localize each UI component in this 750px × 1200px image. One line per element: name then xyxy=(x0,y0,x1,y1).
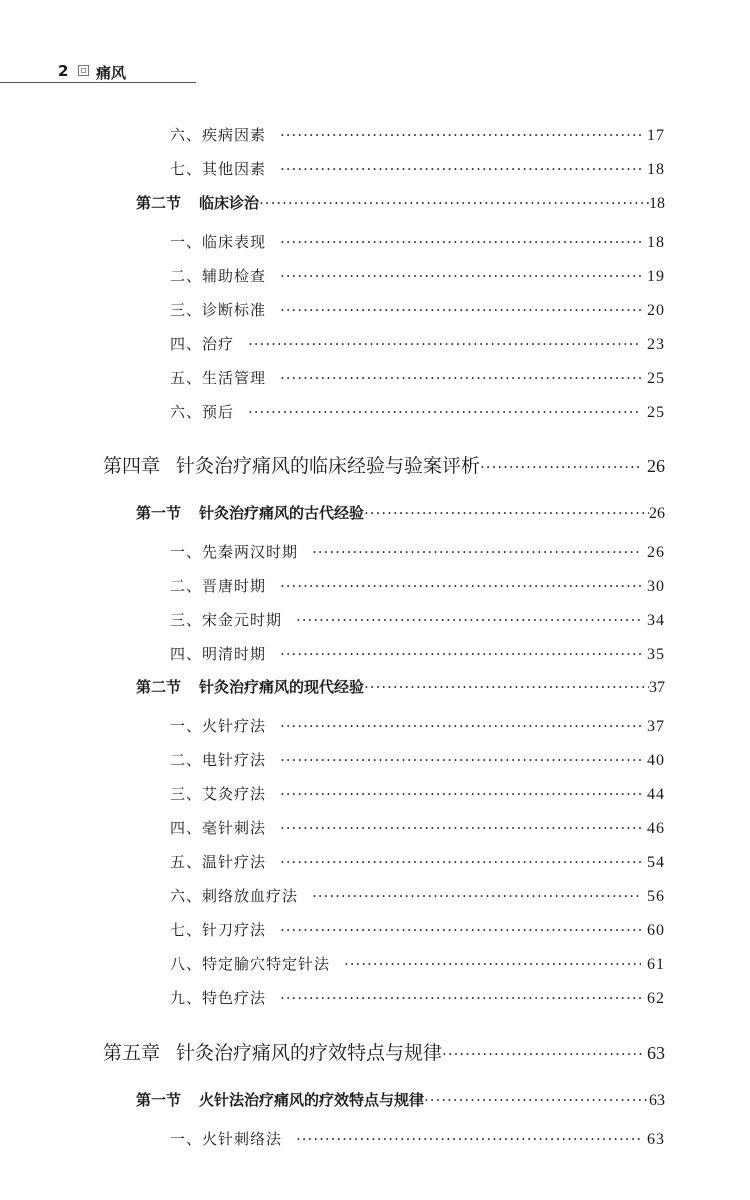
toc-item[interactable]: 一、先秦两汉时期 ····· 26 xyxy=(170,541,665,562)
page-number: 2 xyxy=(58,62,69,80)
toc-section[interactable]: 第二节 临床诊治 ····· 18 xyxy=(136,192,665,213)
toc-section[interactable]: 第一节 火针法治疗痛风的疗效特点与规律 ····· 63 xyxy=(136,1089,665,1110)
toc-item[interactable]: 二、电针疗法 ····· 40 xyxy=(170,749,665,770)
toc-item[interactable]: 二、辅助检查 ····· 19 xyxy=(170,265,665,286)
toc-chapter[interactable]: 第四章 针灸治疗痛风的临床经验与验案评析 ····· 26 xyxy=(103,451,665,478)
toc-item[interactable]: 五、生活管理 ····· 25 xyxy=(170,367,665,388)
toc-section[interactable]: 第二节 针灸治疗痛风的现代经验 ····· 37 xyxy=(136,676,665,697)
square-ornament-icon xyxy=(78,65,89,76)
toc-item[interactable]: 三、艾灸疗法 ····· 44 xyxy=(170,783,665,804)
toc-item[interactable]: 四、治疗 ····· 23 xyxy=(170,333,665,354)
book-title: 痛风 xyxy=(96,64,127,82)
toc-section[interactable]: 第一节 针灸治疗痛风的古代经验 ····· 26 xyxy=(136,502,665,523)
toc-chapter[interactable]: 第五章 针灸治疗痛风的疗效特点与规律 ····· 63 xyxy=(103,1038,665,1065)
toc-item[interactable]: 二、晋唐时期 ····· 30 xyxy=(170,575,665,596)
toc-item[interactable]: 七、针刀疗法 ····· 60 xyxy=(170,919,665,940)
toc-item[interactable]: 六、刺络放血疗法 ····· 56 xyxy=(170,885,665,906)
toc-item[interactable]: 三、诊断标准 ····· 20 xyxy=(170,299,665,320)
toc-item[interactable]: 八、特定腧穴特定针法 ····· 61 xyxy=(170,953,665,974)
toc-item[interactable]: 一、火针刺络法 ····· 63 xyxy=(170,1128,665,1149)
toc-item[interactable]: 五、温针疗法 ····· 54 xyxy=(170,851,665,872)
toc-item[interactable]: 六、疾病因素 ····· 17 xyxy=(170,124,665,145)
toc-item[interactable]: 六、预后 ····· 25 xyxy=(170,401,665,422)
toc-item[interactable]: 三、宋金元时期 ····· 34 xyxy=(170,609,665,630)
toc-item[interactable]: 一、火针疗法 ····· 37 xyxy=(170,715,665,736)
toc-item[interactable]: 九、特色疗法 ····· 62 xyxy=(170,987,665,1008)
toc-item[interactable]: 四、毫针刺法 ····· 46 xyxy=(170,817,665,838)
toc-item[interactable]: 四、明清时期 ····· 35 xyxy=(170,643,665,664)
toc-item[interactable]: 一、临床表现 ····· 18 xyxy=(170,231,665,252)
running-header xyxy=(0,52,750,88)
toc-item[interactable]: 七、其他因素 ····· 18 xyxy=(170,158,665,179)
